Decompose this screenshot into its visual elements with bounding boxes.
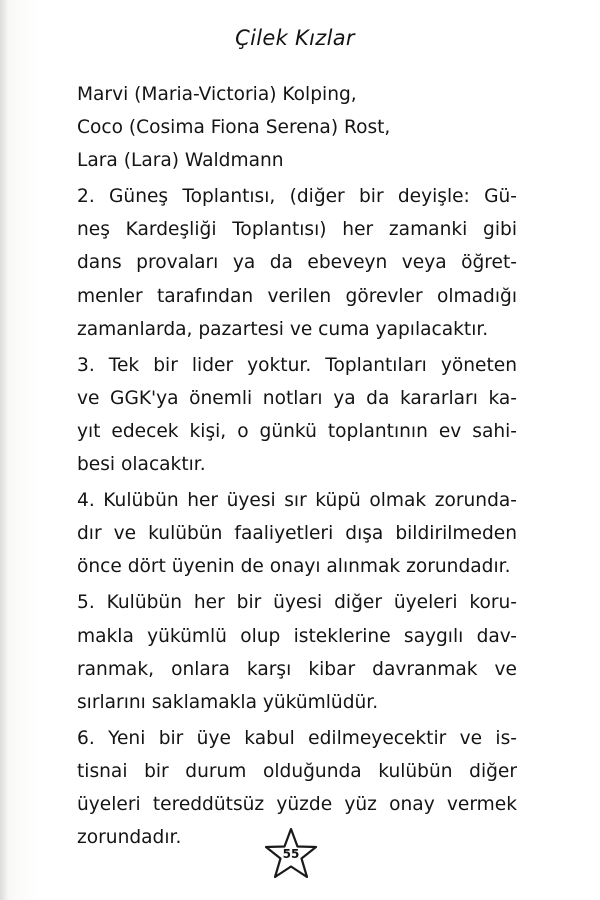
text-line: zorundadır. <box>77 827 182 849</box>
text-line: üyeleri tereddütsüz yüzde yüz onay vermek <box>77 793 517 815</box>
text-line: 2. Güneş Toplantısı, (diğer bir deyişle: Gü- <box>77 186 517 208</box>
text-line: önce dört üyenin de onayı alınmak zorundadır. <box>77 556 511 578</box>
text-line: dır ve kulübün faaliyetleri dışa bildirilmeden <box>77 523 517 545</box>
text-line: besi olacaktır. <box>77 454 206 476</box>
text-line: yıt edecek kişi, o günkü toplantının ev sahi- <box>77 420 517 442</box>
text-line: zamanlarda, pazartesi ve cuma yapılacaktır. <box>77 318 489 340</box>
text-line: ve GGK'ya önemli notları ya da kararları ka- <box>77 387 517 409</box>
text-line: Lara (Lara) Waldmann <box>77 150 284 172</box>
text-line: Coco (Cosima Fiona Serena) Rost, <box>77 117 391 139</box>
body-text <box>77 78 517 854</box>
text-line: menler tarafından verilen görevler olmadığı <box>77 285 517 307</box>
text-line: Marvi (Maria-Victoria) Kolping, <box>77 84 357 105</box>
page-gutter-shadow <box>0 0 8 900</box>
running-head: Çilek Kızlar <box>235 26 355 50</box>
text-line: dans provaları ya da ebeveyn veya öğret- <box>77 252 517 274</box>
text-line: 3. Tek bir lider yoktur. Toplantıları yöneten <box>77 354 517 376</box>
text-line: 4. Kulübün her üyesi sır küpü olmak zorunda- <box>77 490 517 512</box>
text-line: 5. Kulübün her bir üyesi diğer üyeleri koru- <box>77 592 517 614</box>
text-line: neş Kardeşliği Toplantısı) her zamanki gibi <box>77 219 517 241</box>
text-line: sırlarını saklamakla yükümlüdür. <box>77 691 379 713</box>
text-line: ranmak, onlara karşı kibar davranmak ve <box>77 658 517 680</box>
text-line: 6. Yeni bir üye kabul edilmeyecektir ve is- <box>77 727 517 749</box>
text-line: tisnai bir durum olduğunda kulübün diğer <box>77 760 517 782</box>
page-number: 55 <box>282 847 300 861</box>
text-line: makla yükümlü olup isteklerine saygılı dav- <box>77 625 517 647</box>
